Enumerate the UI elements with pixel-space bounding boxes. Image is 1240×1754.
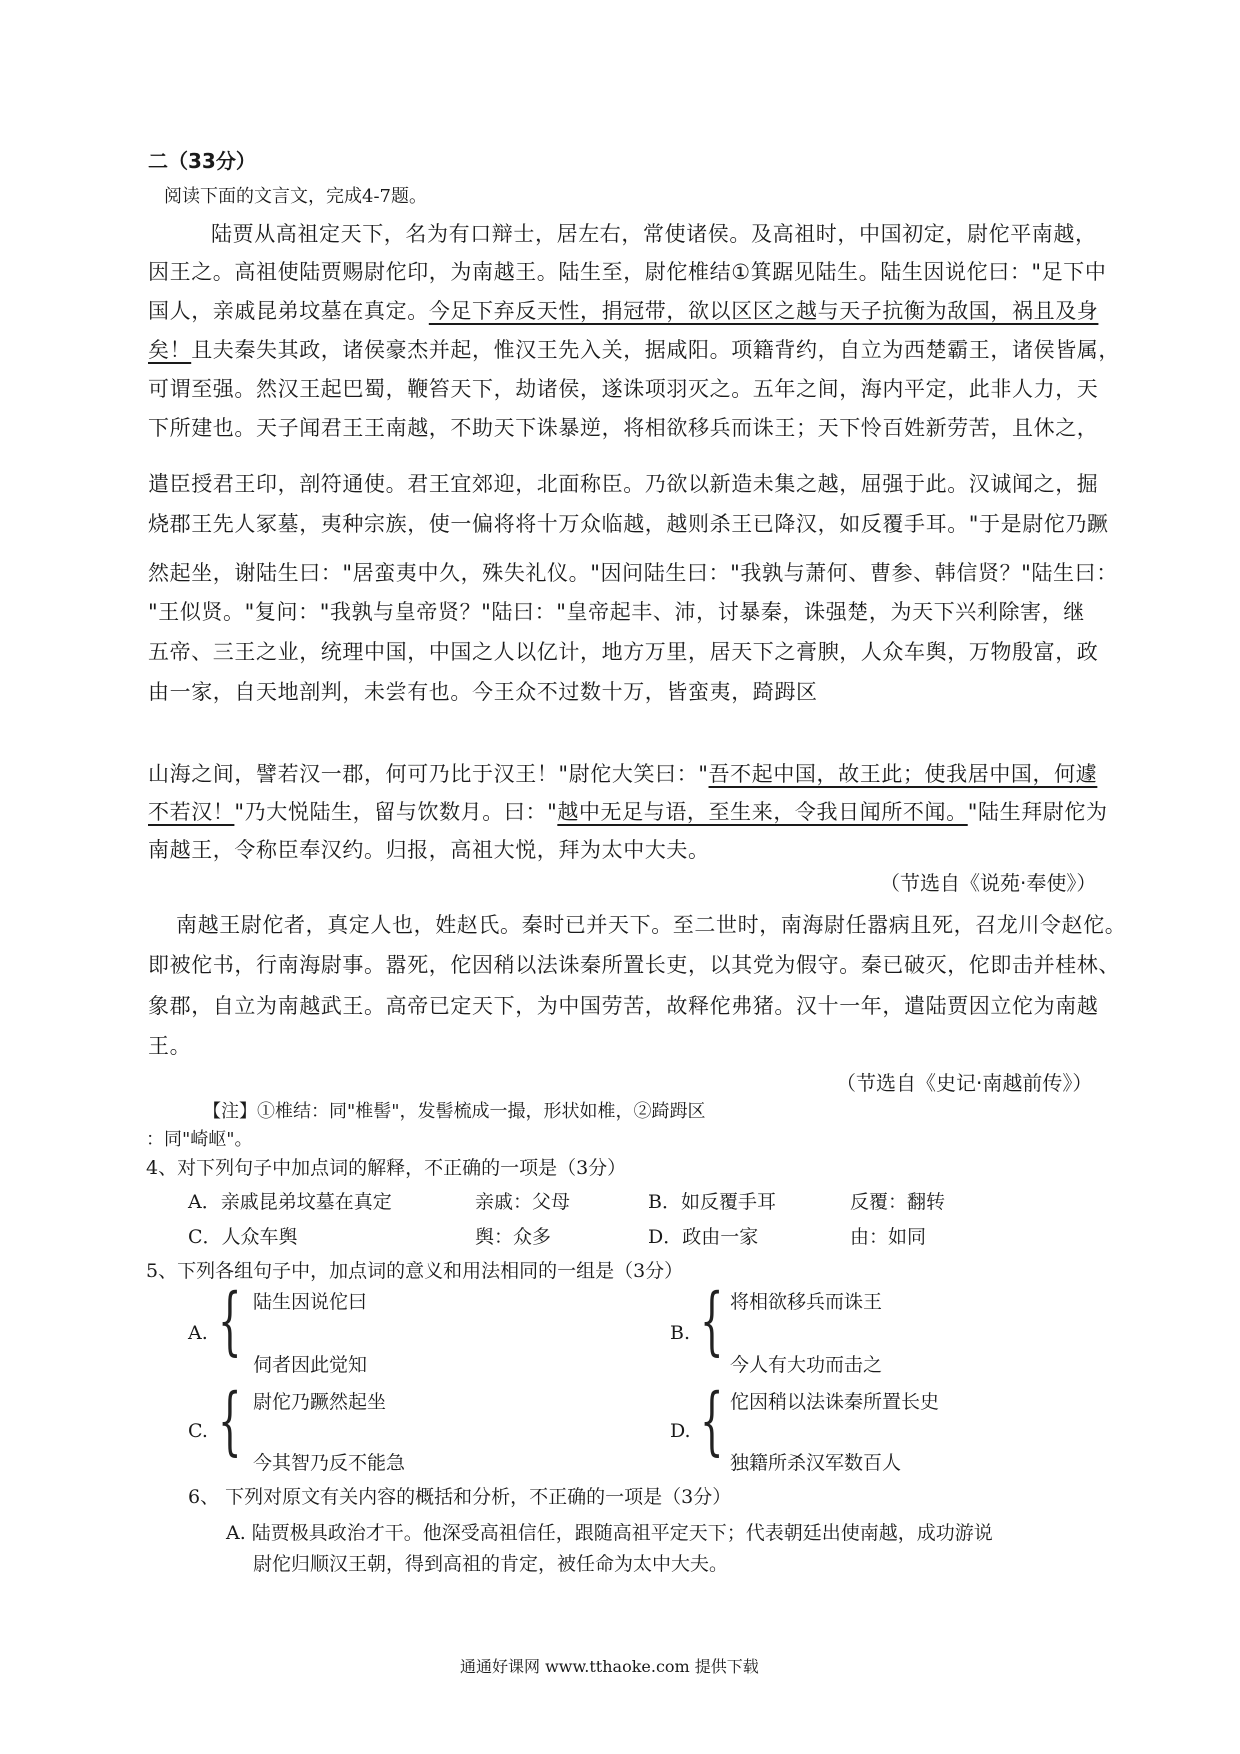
passage-line-4 bbox=[148, 334, 1120, 364]
left-brace-icon: { bbox=[218, 1378, 242, 1464]
question-4-stem: 4、对下列句子中加点词的解释，不正确的一项是（3分） bbox=[146, 1157, 627, 1179]
q4-option-b-gloss: 反覆：翻转 bbox=[850, 1191, 946, 1213]
page-footer: 通通好课网 www.tthaoke.com 提供下载 bbox=[460, 1657, 759, 1676]
passage-line: 因王之。高祖使陆贾赐尉佗印，为南越王。陆生至，尉佗椎结①箕踞见陆生。陆生因说佗曰："足下中 bbox=[148, 260, 1107, 284]
option-sentence: 亲戚昆弟坟墓在真定 bbox=[220, 1191, 392, 1213]
q5-option-c-first: 尉佗乃蹶然起坐 bbox=[253, 1391, 387, 1413]
left-brace-icon: { bbox=[700, 1278, 724, 1364]
passage-line: 下所建也。天子闻君王王南越，不助天下诛暴逆，将相欲移兵而诛王；天下怜百姓新劳苦，且休之， bbox=[148, 416, 1099, 440]
section-heading: 二（33分） bbox=[148, 149, 256, 173]
q5-option-a-second: 伺者因此觉知 bbox=[253, 1354, 368, 1376]
passage-line: 然起坐，谢陆生曰："居蛮夷中久，殊失礼仪。"因问陆生曰："我孰与萧何、曹参、韩信贤？"陆生曰： bbox=[148, 561, 1118, 585]
underlined-sentence: 今足下弃反天性，捐冠带，欲以区区之越与天子抗衡为敌国，祸且及身 bbox=[428, 299, 1099, 323]
q5-option-d-letter: D. bbox=[670, 1420, 691, 1442]
q5-option-a-letter: A. bbox=[188, 1322, 208, 1344]
q5-option-c-second: 今其智乃反不能急 bbox=[253, 1452, 406, 1474]
q5-option-b-first: 将相欲移兵而诛王 bbox=[730, 1291, 883, 1313]
option-sentence: 人众车舆 bbox=[221, 1226, 298, 1248]
q4-option-c bbox=[188, 1222, 298, 1249]
underlined-sentence: 矣！ bbox=[148, 338, 192, 362]
source-citation: （节选自《史记·南越前传》） bbox=[836, 1071, 1093, 1095]
passage-text: 且夫秦失其政，诸侯豪杰并起，惟汉王先入关，据咸阳。项籍背约，自立为西楚霸王，诸侯皆属， bbox=[191, 338, 1120, 362]
passage-line: 由一家，自天地剖判，未尝有也。今王众不过数十万，皆蛮夷，踦𧿹区 bbox=[148, 680, 818, 704]
passage-line: "王似贤。"复问："我孰与皇帝贤？"陆曰："皇帝起丰、沛，讨暴秦，诛强楚，为天下兴利除害，继 bbox=[148, 600, 1085, 624]
annotation-note: 【注】①椎结：同"椎髻"，发髻梳成一撮，形状如椎，②踦𧿹区 bbox=[203, 1101, 706, 1122]
q4-option-a-gloss: 亲戚：父母 bbox=[475, 1191, 571, 1213]
option-letter: C． bbox=[188, 1226, 222, 1248]
option-sentence: 如反覆手耳 bbox=[680, 1191, 776, 1213]
q4-option-c-gloss: 舆：众多 bbox=[475, 1226, 552, 1248]
q5-option-b-letter: B. bbox=[670, 1322, 691, 1344]
passage-line-3 bbox=[148, 295, 1098, 325]
q6-option-a-line2: 尉佗归顺汉王朝，得到高祖的肯定，被任命为太中大夫。 bbox=[253, 1553, 729, 1575]
passage-cont-line-1 bbox=[148, 758, 1097, 788]
source-citation: （节选自《说苑·奉使》） bbox=[880, 871, 1097, 895]
option-letter: A． bbox=[188, 1191, 221, 1213]
passage-text: "陆生拜尉佗为 bbox=[967, 800, 1108, 824]
q4-option-d-gloss: 由：如同 bbox=[850, 1226, 927, 1248]
passage-line: 即被佗书，行南海尉事。嚣死，佗因稍以法诛秦所置长吏，以其党为假守。秦已破灭，佗即击并桂林、 bbox=[148, 953, 1120, 977]
passage-line: 南越王尉佗者，真定人也，姓赵氏。秦时已并天下。至二世时，南海尉任嚣病且死，召龙川令赵佗。 bbox=[176, 913, 1127, 937]
q5-option-c-letter: C. bbox=[188, 1420, 208, 1442]
option-letter: D． bbox=[648, 1226, 683, 1248]
question-6-stem: 6、 下列对原文有关内容的概括和分析，不正确的一项是（3分） bbox=[188, 1486, 732, 1508]
underlined-sentence: 越中无足与语，至生来，令我日闻所不闻。 bbox=[557, 800, 968, 824]
passage-text: 国人，亲戚昆弟坟墓在真定。 bbox=[148, 299, 429, 323]
q5-option-b-second: 今人有大功而击之 bbox=[730, 1354, 883, 1376]
passage-line: 五帝、三王之业，统理中国，中国之人以亿计，地方万里，居天下之膏腴，人众车舆，万物殷富，政 bbox=[148, 640, 1099, 664]
passage-line: 遣臣授君王印，剖符通使。君王宜郊迎，北面称臣。乃欲以新造未集之越，屈强于此。汉诚闻之，掘 bbox=[148, 472, 1099, 496]
q5-option-d-second: 独籍所杀汉军数百人 bbox=[730, 1452, 902, 1474]
instruction: 阅读下面的文言文，完成4-7题。 bbox=[164, 186, 427, 207]
passage-line: 陆贾从高祖定天下，名为有口辩士，居左右，常使诸侯。及高祖时，中国初定，尉佗平南越， bbox=[211, 222, 1097, 246]
question-5-stem: 5、下列各组句子中，加点词的意义和用法相同的一组是（3分） bbox=[146, 1260, 684, 1282]
left-brace-icon: { bbox=[218, 1278, 242, 1364]
q5-option-a-first: 陆生因说佗曰 bbox=[253, 1291, 368, 1313]
annotation-note: ：同"崎岖"。 bbox=[146, 1129, 253, 1150]
underlined-sentence: 不若汉！ bbox=[148, 800, 235, 824]
passage-text: "乃大悦陆生，留与饮数月。曰：" bbox=[234, 800, 558, 824]
q4-option-b bbox=[648, 1187, 776, 1214]
passage-line: 象郡，自立为南越武王。高帝已定天下，为中国劳苦，故释佗弗猪。汉十一年，遣陆贾因立佗为南越 bbox=[148, 994, 1099, 1018]
passage-cont-line-2 bbox=[148, 796, 1108, 826]
passage-line: 南越王，令称臣奉汉约。归报，高祖大悦，拜为太中大夫。 bbox=[148, 838, 710, 862]
left-brace-icon: { bbox=[700, 1378, 724, 1464]
passage-line: 可谓至强。然汉王起巴蜀，鞭笞天下，劫诸侯，遂诛项羽灭之。五年之间，海内平定，此非人力，天 bbox=[148, 377, 1099, 401]
underlined-sentence: 吾不起中国，故王此；使我居中国，何遽 bbox=[708, 762, 1098, 786]
passage-line: 烧郡王先人冢墓，夷种宗族，使一偏将将十万众临越，越则杀王已降汉，如反覆手耳。"于是尉佗乃蹶 bbox=[148, 512, 1109, 536]
option-letter: B． bbox=[648, 1191, 681, 1213]
q4-option-a bbox=[188, 1187, 392, 1214]
q4-option-d bbox=[648, 1222, 758, 1249]
q6-option-a-line1: A. 陆贾极具政治才干。他深受高祖信任，跟随高祖平定天下；代表朝廷出使南越，成功游说 bbox=[226, 1522, 993, 1544]
passage-line: 王。 bbox=[148, 1034, 192, 1058]
passage-text: 山海之间，譬若汉一郡，何可乃比于汉王！"尉佗大笑曰：" bbox=[148, 762, 709, 786]
option-sentence: 政由一家 bbox=[682, 1226, 759, 1248]
q5-option-d-first: 佗因稍以法诛秦所置长史 bbox=[730, 1391, 940, 1413]
